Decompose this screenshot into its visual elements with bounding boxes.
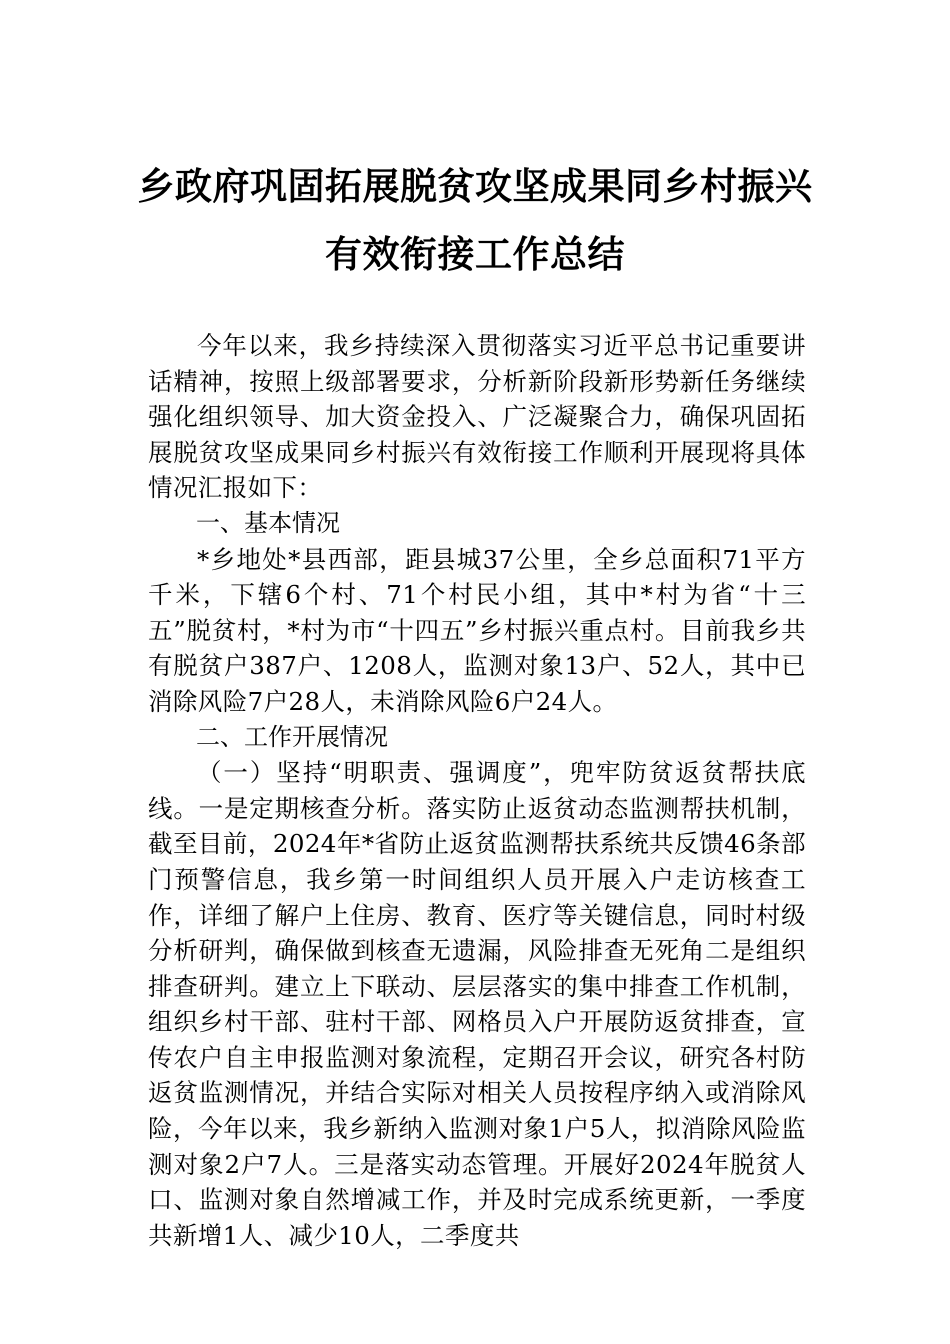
section-heading-basic: 一、基本情况: [196, 508, 340, 537]
document-title-line-1: 乡政府巩固拓展脱贫攻坚成果同乡村振兴: [137, 164, 813, 208]
document-title-line-2: 有效衔接工作总结: [325, 232, 625, 276]
document-body: [148, 328, 806, 1253]
section-work-paragraph: （一）坚持“明职责、强调度”，兜牢防贫返贫帮扶底线。一是定期核查分析。落实防止返贫动态监测帮扶机制，截至目前，2024年*省防止返贫监测帮扶系统共反馈46条部门预警信息，我乡第一时间组织人员开展入户走访核查工作，详细了解户上住房、教育、医疗等关键信息，同时村级分析研判，确保做到核查无遗漏，风险排查无死角二是组织排查研判。建立上下联动、层层落实的集中排查工作机制，组织乡村干部、驻村干部、网格员入户开展防返贫排查，宣传农户自主申报监测对象流程，定期召开会议，研究各村防返贫监测情况，并结合实际对相关人员按程序纳入或消除风险，今年以来，我乡新纳入监测对象1户5人，拟消除风险监测对象2户7人。三是落实动态管理。开展好2024年脱贫人口、监测对象自然增减工作，并及时完成系统更新，一季度共新增1人、减少10人，二季度共: [148, 758, 806, 1250]
section-basic-paragraph: *乡地处*县西部，距县城37公里，全乡总面积71平方千米，下辖6个村、71个村民小组，其中*村为省“十三五”脱贫村，*村为市“十四五”乡村振兴重点村。目前我乡共有脱贫户387户、1208人，监测对象13户、52人，其中已消除风险7户28人，未消除风险6户24人。: [148, 544, 806, 716]
intro-paragraph: 今年以来，我乡持续深入贯彻落实习近平总书记重要讲话精神，按照上级部署要求，分析新阶段新形势新任务继续强化组织领导、加大资金投入、广泛凝聚合力，确保巩固拓展脱贫攻坚成果同乡村振兴有效衔接工作顺利开展现将具体情况汇报如下：: [148, 331, 806, 503]
section-heading-work: 二、工作开展情况: [196, 722, 388, 751]
